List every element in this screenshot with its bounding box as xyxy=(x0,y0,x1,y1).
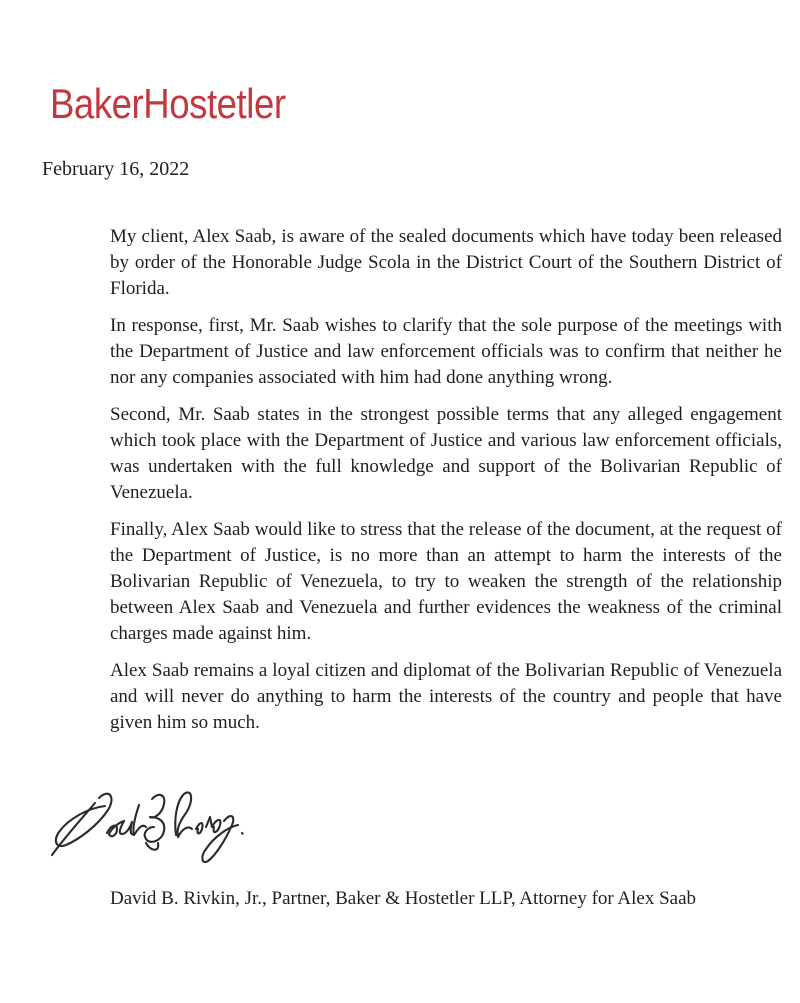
letter-paragraph: Second, Mr. Saab states in the strongest possible terms that any alleged engagement which took place with the Department of Justice and various law enforcement officials, was undertaken with the full knowledge and support of the Bolivarian Republic of Venezuela. xyxy=(110,404,782,503)
letter-paragraph: Finally, Alex Saab would like to stress that the release of the document, at the request of the Department of Justice, is no more than an attempt to harm the interests of the Bolivarian Republic of Venezuela, to try to weaken the strength of the relationship between Alex Saab and Venezuela and further evidences the weakness of the criminal charges made against him. xyxy=(110,519,782,644)
letterhead-logo: BakerHostetler xyxy=(50,80,286,127)
letter-paragraph: Alex Saab remains a loyal citizen and diplomat of the Bolivarian Republic of Venezuela and will never do anything to harm the interests of the country and people that have given him so much. xyxy=(110,660,782,733)
letter-body xyxy=(110,224,782,747)
letter-paragraph: In response, first, Mr. Saab wishes to clarify that the sole purpose of the meetings with the Department of Justice and law enforcement officials was to confirm that neither he nor any companies associated with him had done anything wrong. xyxy=(110,315,782,388)
signature-image xyxy=(45,776,250,874)
signature-line: David B. Rivkin, Jr., Partner, Baker & Hostetler LLP, Attorney for Alex Saab xyxy=(110,888,697,909)
letter-date: February 16, 2022 xyxy=(42,158,190,180)
letter-paragraph: My client, Alex Saab, is aware of the sealed documents which have today been released by order of the Honorable Judge Scola in the District Court of the Southern District of Florida. xyxy=(110,226,782,299)
